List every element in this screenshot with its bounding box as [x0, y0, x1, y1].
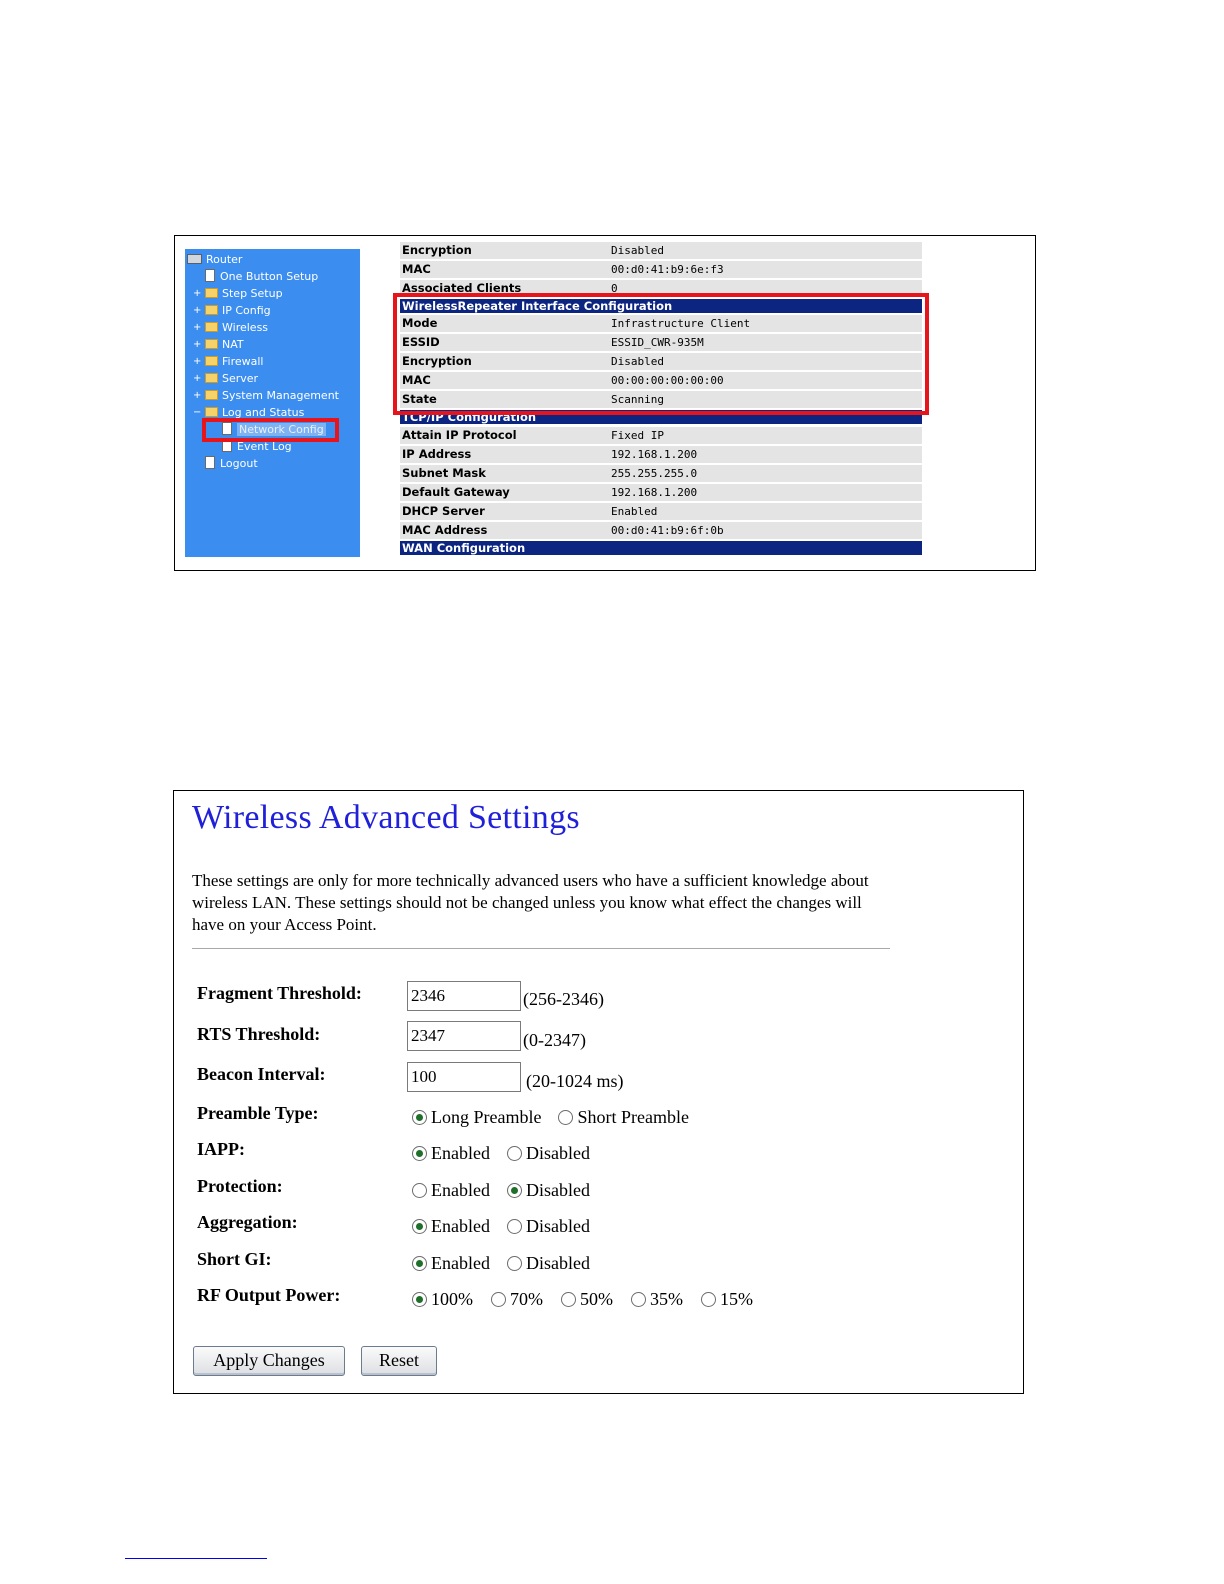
status-row-mac: MAC 00:d0:41:b9:6e:f3: [400, 261, 922, 278]
reset-button[interactable]: Reset: [361, 1346, 437, 1376]
folder-icon: [205, 356, 218, 366]
tcpip-row-subnet-mask: Subnet Mask 255.255.255.0: [400, 465, 922, 482]
folder-icon: [205, 339, 218, 349]
folder-icon: [205, 390, 218, 400]
aggregation-label: Aggregation:: [197, 1212, 298, 1232]
advanced-settings-frame: [173, 790, 1024, 1394]
expand-icon[interactable]: +: [193, 356, 202, 367]
page-icon: [205, 269, 215, 282]
repeater-highlight-box: [393, 293, 929, 415]
expand-icon[interactable]: +: [193, 305, 202, 316]
preamble-type-label: Preamble Type:: [197, 1103, 319, 1123]
rts-threshold-input[interactable]: [407, 1021, 521, 1051]
page-title: Wireless Advanced Settings: [192, 799, 580, 836]
page-icon: [205, 456, 215, 469]
tcpip-row-ip-address: IP Address 192.168.1.200: [400, 446, 922, 463]
expand-icon[interactable]: +: [193, 373, 202, 384]
rf-power-15-radio[interactable]: 15%: [701, 1289, 753, 1310]
iapp-label: IAPP:: [197, 1139, 245, 1159]
tree-item-logout[interactable]: Logout: [205, 456, 258, 472]
tree-item-server[interactable]: + Server: [193, 372, 259, 385]
rts-threshold-label: RTS Threshold:: [197, 1024, 321, 1044]
tcpip-row-attain-ip-protocol: Attain IP Protocol Fixed IP: [400, 427, 922, 444]
preamble-long-radio[interactable]: Long Preamble: [412, 1107, 541, 1128]
rf-power-50-radio[interactable]: 50%: [561, 1289, 613, 1310]
tree-item-one-button-setup[interactable]: One Button Setup: [205, 269, 318, 285]
network-config-highlight-box: [202, 418, 339, 442]
tree-item-event-log[interactable]: Event Log: [222, 439, 292, 455]
fragment-threshold-input[interactable]: [407, 981, 521, 1011]
router-icon: [187, 254, 202, 264]
rts-threshold-range: (0-2347): [523, 1030, 586, 1050]
tcpip-row-default-gateway: Default Gateway 192.168.1.200: [400, 484, 922, 501]
protection-label: Protection:: [197, 1176, 283, 1196]
tree-item-firewall[interactable]: + Firewall: [193, 355, 264, 368]
repeater-section-header: WirelessRepeater Interface Configuration: [400, 299, 922, 313]
iapp-disabled-radio[interactable]: Disabled: [507, 1143, 590, 1164]
expand-icon[interactable]: +: [193, 390, 202, 401]
wan-section-header: WAN Configuration: [400, 541, 922, 555]
protection-enabled-radio[interactable]: Enabled: [412, 1180, 490, 1201]
tcpip-section-header: TCP/IP Configuration: [400, 410, 922, 424]
navigation-tree: [185, 249, 360, 557]
divider: [192, 948, 890, 949]
fragment-threshold-range: (256-2346): [523, 989, 604, 1009]
expand-icon[interactable]: +: [193, 339, 202, 350]
folder-icon: [205, 305, 218, 315]
short-gi-label: Short GI:: [197, 1249, 272, 1269]
iapp-radio-group: [412, 1143, 590, 1164]
folder-icon: [205, 373, 218, 383]
status-screenshot-frame: [174, 235, 1036, 571]
repeater-row-essid: ESSID ESSID_CWR-935M: [400, 334, 922, 351]
tcpip-row-dhcp-server: DHCP Server Enabled: [400, 503, 922, 520]
rf-output-power-label: RF Output Power:: [197, 1285, 341, 1305]
tree-item-ip-config[interactable]: + IP Config: [193, 304, 271, 317]
tree-item-network-config[interactable]: Network Config: [222, 422, 326, 438]
protection-radio-group: [412, 1180, 590, 1201]
fragment-threshold-label: Fragment Threshold:: [197, 983, 362, 1003]
rf-output-power-radio-group: [412, 1289, 753, 1310]
short-gi-enabled-radio[interactable]: Enabled: [412, 1253, 490, 1274]
repeater-row-mode: Mode Infrastructure Client: [400, 315, 922, 332]
collapse-icon[interactable]: −: [193, 407, 202, 418]
beacon-interval-input[interactable]: [407, 1062, 521, 1092]
page-description: These settings are only for more technically advanced users who have a sufficient knowledge about wireless LAN. These settings should not be changed unless you know what effect the changes will have on your Access Point.: [192, 871, 869, 934]
tree-root-router[interactable]: Router: [187, 252, 242, 268]
rf-power-70-radio[interactable]: 70%: [491, 1289, 543, 1310]
beacon-interval-range: (20-1024 ms): [526, 1071, 624, 1091]
tree-item-nat[interactable]: + NAT: [193, 338, 244, 351]
expand-icon[interactable]: +: [193, 322, 202, 333]
aggregation-enabled-radio[interactable]: Enabled: [412, 1216, 490, 1237]
short-gi-radio-group: [412, 1253, 590, 1274]
rf-power-100-radio[interactable]: 100%: [412, 1289, 473, 1310]
folder-icon: [205, 288, 218, 298]
repeater-row-mac: MAC 00:00:00:00:00:00: [400, 372, 922, 389]
short-gi-disabled-radio[interactable]: Disabled: [507, 1253, 590, 1274]
tree-item-wireless[interactable]: + Wireless: [193, 321, 269, 334]
folder-icon: [205, 322, 218, 332]
iapp-enabled-radio[interactable]: Enabled: [412, 1143, 490, 1164]
protection-disabled-radio[interactable]: Disabled: [507, 1180, 590, 1201]
open-folder-icon: [205, 407, 218, 417]
preamble-type-radio-group: [412, 1107, 689, 1128]
tree-item-system-management[interactable]: + System Management: [193, 389, 339, 402]
tree-item-log-and-status[interactable]: − Log and Status: [193, 406, 305, 419]
apply-changes-button[interactable]: Apply Changes: [193, 1346, 345, 1376]
status-row-encryption: Encryption Disabled: [400, 242, 922, 259]
tree-item-step-setup[interactable]: + Step Setup: [193, 287, 283, 300]
repeater-row-state: State Scanning: [400, 391, 922, 408]
repeater-row-encryption: Encryption Disabled: [400, 353, 922, 370]
aggregation-disabled-radio[interactable]: Disabled: [507, 1216, 590, 1237]
rf-power-35-radio[interactable]: 35%: [631, 1289, 683, 1310]
preamble-short-radio[interactable]: Short Preamble: [558, 1107, 688, 1128]
aggregation-radio-group: [412, 1216, 590, 1237]
expand-icon[interactable]: +: [193, 288, 202, 299]
status-row-associated-clients: Associated Clients 0: [400, 280, 922, 297]
tcpip-row-mac-address: MAC Address 00:d0:41:b9:6f:0b: [400, 522, 922, 539]
beacon-interval-label: Beacon Interval:: [197, 1064, 326, 1084]
footnote-rule: [125, 1558, 267, 1559]
